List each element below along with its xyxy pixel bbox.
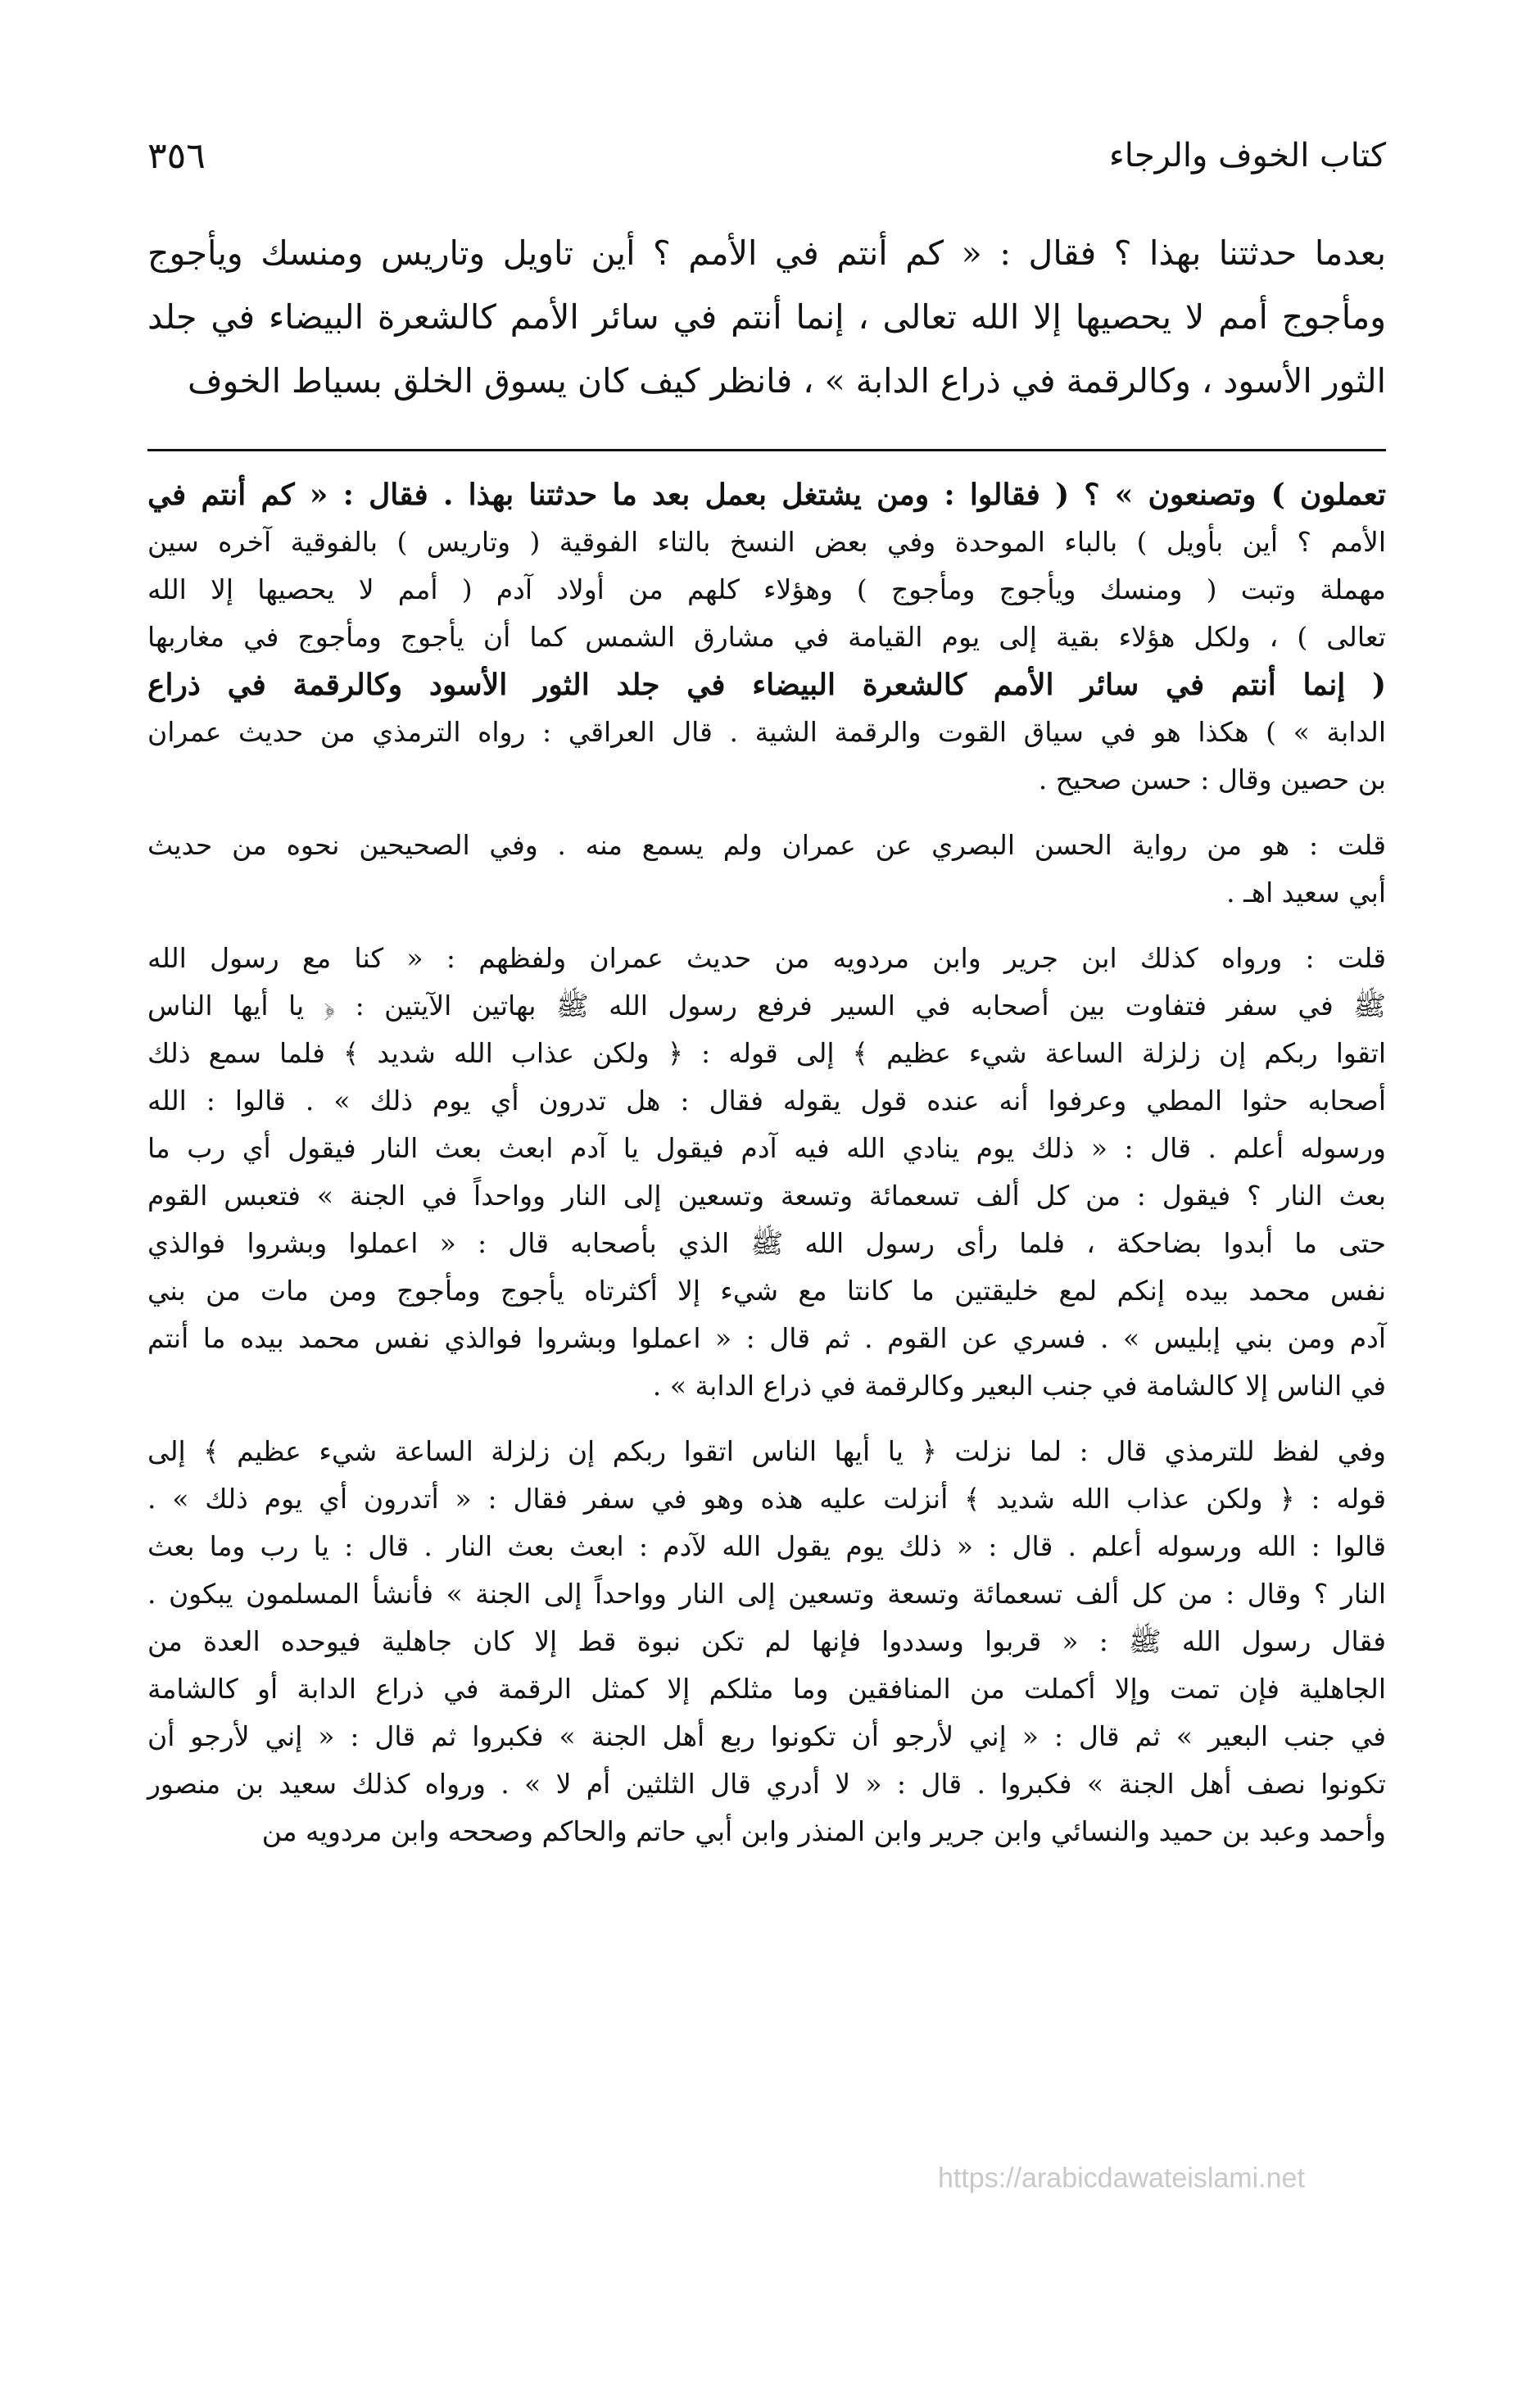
commentary-line: اتقوا ربكم إن زلزلة الساعة شيء عظيم ﴾ إلى قوله : ﴿ ولكن عذاب الله شديد ﴾ فلما سمع ذلك bbox=[147, 1037, 1386, 1069]
commentary-line: ورسوله أعلم . قال : « ذلك يوم ينادي الله فيه آدم فيقول يا آدم ابعث بعث النار فيقول أي رب ما bbox=[147, 1132, 1386, 1164]
commentary-line: تكونوا نصف أهل الجنة » فكبروا . قال : « لا أدري قال الثلثين أم لا » . ورواه كذلك سعيد بن منصور bbox=[147, 1768, 1386, 1800]
commentary-paragraph bbox=[147, 935, 1386, 1410]
main-text-line: ومأجوج أمم لا يحصيها إلا الله تعالى ، إنما أنتم في سائر الأمم كالشعرة البيضاء في جلد bbox=[147, 297, 1386, 337]
commentary-line: قلت : ورواه كذلك ابن جرير وابن مردويه من حديث عمران ولفظهم : « كنا مع رسول الله bbox=[147, 942, 1386, 974]
commentary-line: بعث النار ؟ فيقول : من كل ألف تسعمائة وتسعة وتسعين إلى النار وواحداً في الجنة » فتعبس القوم bbox=[147, 1180, 1386, 1212]
commentary-line: قالوا : الله ورسوله أعلم . قال : « ذلك يوم يقول الله لآدم : ابعث بعث النار . قال : يا رب وما بعث bbox=[147, 1530, 1386, 1562]
commentary-line: الجاهلية فإن تمت وإلا أكملت من المنافقين وما مثلكم إلا كمثل الرقمة في ذراع الدابة أو كالشامة bbox=[147, 1673, 1386, 1705]
commentary-paragraph bbox=[147, 822, 1386, 917]
commentary-line: في جنب البعير » ثم قال : « إني لأرجو أن تكونوا ربع أهل الجنة » فكبروا ثم قال : « إني لأرجو أن bbox=[147, 1720, 1386, 1752]
commentary-paragraph bbox=[147, 471, 1386, 804]
commentary-line: نفس محمد بيده إنكم لمع خليقتين ما كانتا مع شيء إلا أكثرتاه يأجوج ومأجوج ومن مات من بني bbox=[147, 1275, 1386, 1307]
commentary-line: وأحمد وعبد بن حميد والنسائي وابن جرير وابن المنذر وابن أبي حاتم والحاكم وصححه وابن مردويه من bbox=[261, 1815, 1386, 1847]
watermark-url: https://arabicdawateislami.net bbox=[938, 2163, 1305, 2194]
commentary-line: قوله : ﴿ ولكن عذاب الله شديد ﴾ أنزلت عليه هذه وهو في سفر فقال : « أتدرون أي يوم ذلك » . bbox=[147, 1483, 1386, 1515]
commentary-line: آدم ومن بني إبليس » . فسري عن القوم . ثم قال : « اعملوا وبشروا فوالذي نفس محمد بيده ما أنتم bbox=[147, 1322, 1386, 1354]
commentary-paragraph bbox=[147, 1428, 1386, 1855]
commentary-line: ﷺ في سفر فتفاوت بين أصحابه في السير فرفع رسول الله ﷺ بهاتين الآيتين : ﴿ يا أيها الناس bbox=[147, 990, 1386, 1022]
commentary-line: ( إنما أنتم في سائر الأمم كالشعرة البيضاء في جلد الثور الأسود وكالرقمة في ذراع bbox=[147, 668, 1386, 702]
commentary-line: النار ؟ وقال : من كل ألف تسعمائة وتسعة وتسعين إلى النار وواحداً إلى الجنة » فأنشأ المسلمون يبكون . bbox=[147, 1578, 1386, 1610]
book-title: كتاب الخوف والرجاء bbox=[1108, 137, 1386, 174]
commentary-line: مهملة وتبت ( ومنسك ويأجوج ومأجوج ) وهؤلاء كلهم من أولاد آدم ( أمم لا يحصيها إلا الله bbox=[147, 573, 1386, 605]
page-number: ٣٥٦ bbox=[147, 134, 206, 177]
commentary-line: أبي سعيد اهـ . bbox=[1226, 877, 1386, 908]
commentary-line: الأمم ؟ أين بأويل ) بالباء الموحدة وفي بعض النسخ بالتاء الفوقية ( وتاريس ) بالفوقية آخره سين bbox=[147, 526, 1386, 558]
commentary-line: الدابة » ) هكذا هو في سياق القوت والرقمة الشية . قال العراقي : رواه الترمذي من حديث عمران bbox=[147, 716, 1386, 748]
main-text bbox=[147, 221, 1386, 413]
commentary-line: بن حصين وقال : حسن صحيح . bbox=[1038, 763, 1386, 795]
footnote-divider bbox=[147, 449, 1386, 451]
commentary-line: وفي لفظ للترمذي قال : لما نزلت ﴿ يا أيها الناس اتقوا ربكم إن زلزلة الساعة شيء عظيم ﴾ إلى bbox=[147, 1435, 1386, 1467]
page-header bbox=[147, 123, 1386, 188]
main-text-line: الثور الأسود ، وكالرقمة في ذراع الدابة » ، فانظر كيف كان يسوق الخلق بسياط الخوف bbox=[187, 361, 1386, 401]
commentary-line: أصحابه حثوا المطي وعرفوا أنه عنده قول يقوله فقال : هل تدرون أي يوم ذلك » . قالوا : الله bbox=[147, 1085, 1386, 1117]
main-text-line: بعدما حدثتنا بهذا ؟ فقال : « كم أنتم في الأمم ؟ أين تاويل وتاريس ومنسك ويأجوج bbox=[147, 233, 1386, 273]
commentary-line: قلت : هو من رواية الحسن البصري عن عمران ولم يسمع منه . وفي الصحيحين نحوه من حديث bbox=[147, 829, 1386, 861]
commentary bbox=[147, 471, 1386, 1873]
commentary-line: تعالى ) ، ولكل هؤلاء بقية إلى يوم القيامة في مشارق الشمس كما أن يأجوج ومأجوج في مغاربها bbox=[147, 621, 1386, 653]
commentary-line: تعملون ) وتصنعون » ؟ ( فقالوا : ومن يشتغل بعمل بعد ما حدثتنا بهذا . فقال : « كم أنتم في bbox=[147, 478, 1386, 512]
commentary-line: حتى ما أبدوا بضاحكة ، فلما رأى رسول الله ﷺ الذي بأصحابه قال : « اعملوا وبشروا فوالذي bbox=[147, 1227, 1386, 1259]
commentary-line: في الناس إلا كالشامة في جنب البعير وكالرقمة في ذراع الدابة » . bbox=[652, 1370, 1386, 1402]
commentary-line: فقال رسول الله ﷺ : « قربوا وسددوا فإنها لم تكن نبوة قط إلا كان جاهلية فيوحده العدة من bbox=[147, 1625, 1386, 1657]
